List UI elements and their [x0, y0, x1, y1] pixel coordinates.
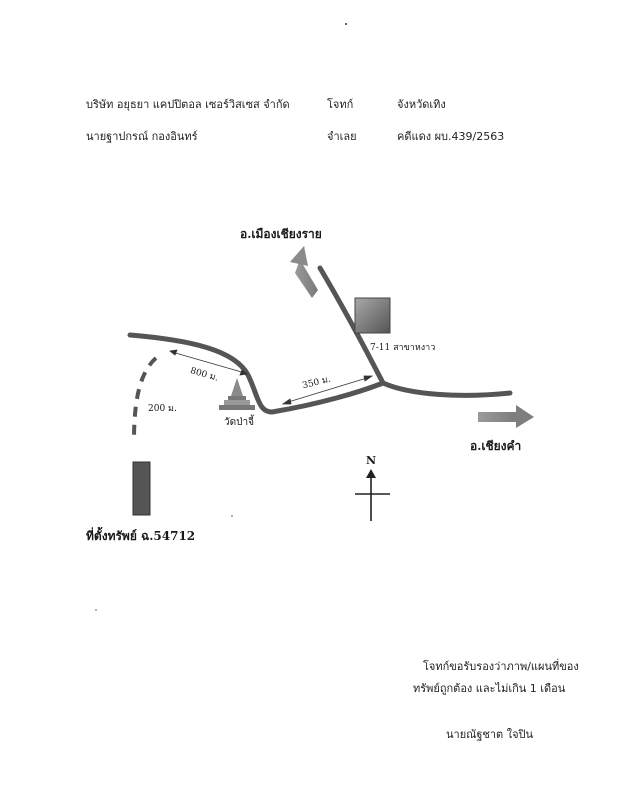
arrow-north-icon — [290, 246, 318, 298]
label-store: 7-11 สาขาหงาว — [370, 343, 436, 353]
plaintiff-label: โจทก์ — [327, 98, 354, 111]
label-north-city: อ.เมืองเชียงราย — [240, 227, 322, 241]
certification-line-1: โจทก์ขอรับรองว่าภาพ/แผนที่ของ — [423, 660, 579, 673]
label-distance-200: 200 ม. — [148, 404, 177, 414]
label-distance-350: 350 ม. — [301, 374, 332, 392]
path-to-property — [134, 358, 156, 440]
certification-line-2: ทรัพย์ถูกต้อง และไม่เกิน 1 เดือน — [413, 682, 566, 695]
case-number: คดีแดง ผบ.439/2563 — [397, 130, 505, 143]
compass-north-label: N — [366, 454, 377, 467]
defendant-name: นายฐาปกรณ์ กองอินทร์ — [86, 130, 198, 143]
plaintiff-value: จังหวัดเทิง — [397, 98, 446, 111]
compass-icon — [355, 471, 390, 521]
label-temple: วัดป่าจี้ — [224, 417, 254, 428]
label-distance-800: 800 ม. — [188, 366, 220, 384]
signer-name: นายณัฐชาต ใจปิน — [446, 728, 534, 741]
label-property: ที่ตั้งทรัพย์ ฉ.54712 — [86, 529, 196, 543]
plaintiff-name: บริษัท อยุธยา แคปปิตอล เซอร์วิสเซส จำกัด — [86, 98, 290, 111]
store-marker — [355, 298, 390, 333]
road-east — [383, 383, 510, 395]
property-marker — [133, 462, 150, 515]
arrow-east-icon — [478, 405, 534, 428]
compass-arrow-icon — [366, 469, 376, 478]
label-east-city: อ.เชียงคำ — [470, 439, 522, 453]
defendant-label: จำเลย — [327, 130, 357, 143]
